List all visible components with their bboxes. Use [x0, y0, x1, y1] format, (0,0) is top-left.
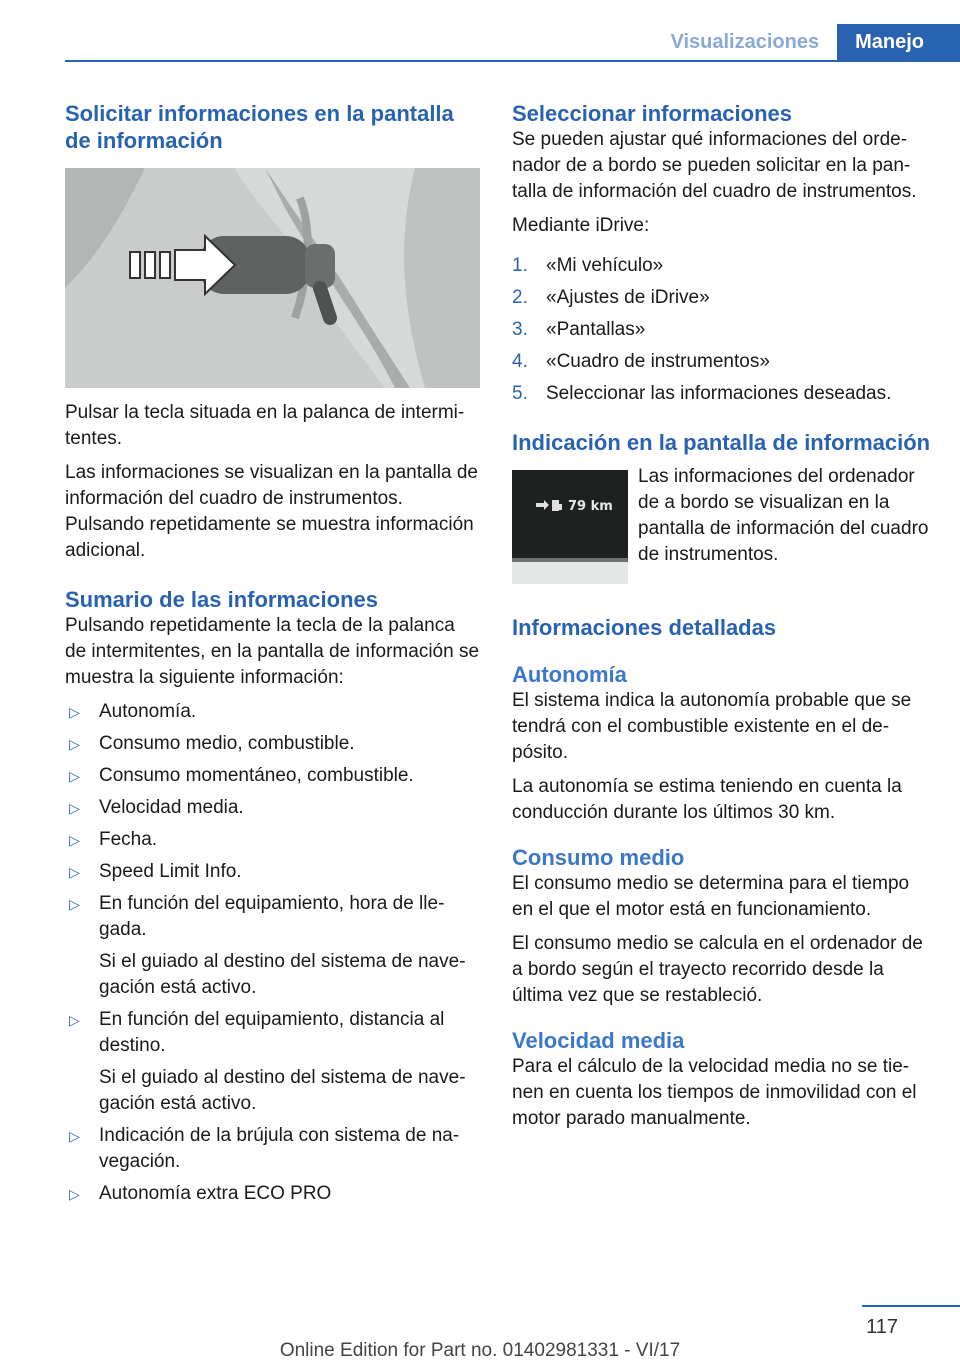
step-text: «Ajustes de iDrive» [546, 287, 710, 308]
paragraph-pulsar: Pulsar la tecla situada en la palanca de intermitentes. [65, 402, 465, 449]
tab-manejo[interactable]: Manejo [837, 24, 960, 61]
list-item [65, 795, 480, 821]
footer-rule [862, 1305, 960, 1307]
list-item [65, 1181, 480, 1207]
list-item [65, 731, 480, 757]
triangle-bullet-icon: ▷ [69, 864, 80, 880]
steps-list [512, 253, 932, 407]
paragraph-ajustar: Se pueden ajustar qué informaciones del ordenador de a bordo se pueden solicitar en la pantalla de información del cuadro de instrumentos. [512, 129, 917, 202]
info-list [65, 699, 480, 1207]
display-value: 79 km [568, 499, 613, 514]
paragraph-autonomia-1: El sistema indica la autonomía probable que se tendrá con el combustible existente en el depósito. [512, 690, 912, 763]
heading-solicitar: Solicitar informaciones en la pantalla de información [65, 101, 454, 153]
header-tabs [653, 24, 960, 61]
list-item [65, 1123, 480, 1175]
triangle-bullet-icon: ▷ [69, 1186, 80, 1202]
list-item [65, 763, 480, 789]
step-number: 4. [512, 351, 528, 372]
paragraph-visualizan: Las informaciones se visualizan en la pantalla de información del cuadro de instrumentos. Pulsando repetidamente se muestra información adicional. [65, 462, 478, 561]
step-text: Seleccionar las informaciones deseadas. [546, 383, 892, 404]
triangle-bullet-icon: ▷ [69, 832, 80, 848]
paragraph-velocidad: Para el cálculo de la velocidad media no se tienen en cuenta los tiempos de inmovilidad con el motor parado manualmente. [512, 1056, 917, 1129]
step-number: 1. [512, 255, 528, 276]
list-item-text: Speed Limit Info. [99, 861, 242, 882]
list-item [65, 827, 480, 853]
triangle-bullet-icon: ▷ [69, 1128, 80, 1144]
subheading-velocidad: Velocidad media [512, 1028, 685, 1053]
list-item-text: Indicación de la brújula con sistema de navegación. [99, 1125, 460, 1172]
triangle-bullet-icon: ▷ [69, 800, 80, 816]
triangle-bullet-icon: ▷ [69, 896, 80, 912]
list-item-text: Velocidad media. [99, 797, 244, 818]
subheading-autonomia: Autonomía [512, 662, 627, 687]
triangle-bullet-icon: ▷ [69, 736, 80, 752]
list-item-text: Fecha. [99, 829, 158, 850]
step-text: «Mi vehículo» [546, 255, 664, 276]
list-item-text: En función del equipamiento, distancia al destino. [99, 1009, 445, 1056]
subheading-consumo: Consumo medio [512, 845, 685, 870]
lever-illustration [65, 168, 480, 388]
cluster-display-image [512, 470, 628, 584]
paragraph-consumo-2: El consumo medio se calcula en el ordenador de a bordo según el trayecto recorrido desde la última vez que se restableció. [512, 933, 923, 1006]
list-item-text: En función del equipamiento, hora de llegada. [99, 893, 445, 940]
triangle-bullet-icon: ▷ [69, 1012, 80, 1028]
step-number: 3. [512, 319, 528, 340]
heading-sumario: Sumario de las informaciones [65, 587, 378, 612]
list-item-text: Autonomía. [99, 701, 197, 722]
triangle-bullet-icon: ▷ [69, 768, 80, 784]
edition-note: Online Edition for Part no. 01402981331 - VI/17 [279, 1340, 681, 1361]
display-description [638, 464, 932, 584]
step-number: 2. [512, 287, 528, 308]
heading-detalladas: Informaciones detalladas [512, 615, 777, 640]
step-number: 5. [512, 383, 528, 404]
list-item [65, 699, 480, 725]
list-item-text: Consumo momentáneo, combustible. [99, 765, 414, 786]
step-item [512, 317, 932, 343]
tab-visualizaciones[interactable]: Visualizaciones [653, 24, 838, 61]
display-row [512, 464, 932, 584]
list-item-text: Consumo medio, combustible. [99, 733, 355, 754]
triangle-bullet-icon: ▷ [69, 704, 80, 720]
paragraph-autonomia-2: La autonomía se estima teniendo en cuenta la conducción durante los últimos 30 km. [512, 776, 902, 823]
heading-seleccionar: Seleccionar informaciones [512, 101, 792, 126]
paragraph-consumo-1: El consumo medio se determina para el tiempo en el que el motor está en funcionamiento. [512, 873, 910, 920]
paragraph-ordenador: Las informaciones del ordenador de a bordo se visualizan en la pantalla de información del cuadro de instrumentos. [638, 466, 929, 565]
right-column [512, 100, 932, 1140]
list-item [65, 1007, 480, 1117]
list-item [65, 859, 480, 885]
heading-indicacion: Indicación en la pantalla de información [512, 430, 931, 455]
step-item [512, 349, 932, 375]
list-item [65, 891, 480, 1001]
left-column [65, 100, 480, 1213]
step-item [512, 253, 932, 279]
step-item [512, 381, 932, 407]
paragraph-sumario: Pulsando repetidamente la tecla de la palanca de intermitentes, en la pantalla de información se muestra la siguiente información: [65, 615, 480, 688]
list-item-subtext: Si el guiado al destino del sistema de navegación está activo. [99, 1067, 466, 1114]
list-item-text: Autonomía extra ECO PRO [99, 1183, 332, 1204]
step-text: «Cuadro de instrumentos» [546, 351, 770, 372]
paragraph-idrive: Mediante iDrive: [512, 215, 650, 236]
list-item-subtext: Si el guiado al destino del sistema de navegación está activo. [99, 951, 466, 998]
step-item [512, 285, 932, 311]
header-rule [65, 60, 960, 62]
step-text: «Pantallas» [546, 319, 646, 340]
page-number: 117 [866, 1316, 898, 1338]
